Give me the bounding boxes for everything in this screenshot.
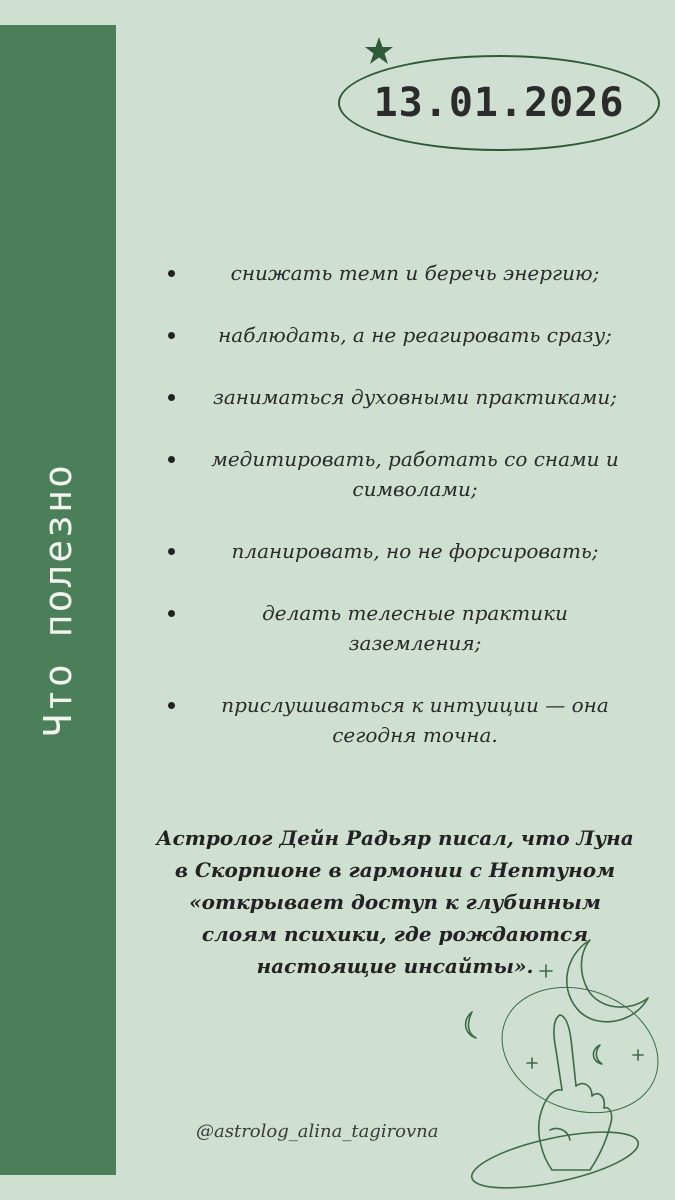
- list-item-text: планировать, но не форсировать;: [231, 539, 599, 563]
- list-item: [160, 444, 630, 504]
- list-item-text: делать телесные практики заземления;: [262, 601, 568, 655]
- author-handle: @astrolog_alina_tagirovna: [196, 1121, 439, 1142]
- list-item: [160, 258, 630, 288]
- hand-moon-illustration: [440, 930, 670, 1190]
- list-item-text: медитировать, работать со снами и символами;: [211, 447, 619, 501]
- list-item: [160, 382, 630, 412]
- list-item: [160, 690, 630, 750]
- tips-list: [160, 258, 630, 782]
- bullet: [168, 332, 175, 339]
- list-item: [160, 320, 630, 350]
- date-text: 13.01.2026: [373, 80, 625, 126]
- bullet: [168, 702, 175, 709]
- list-item-text: наблюдать, а не реагировать сразу;: [218, 323, 612, 347]
- bullet: [168, 394, 175, 401]
- bullet: [168, 610, 175, 617]
- list-item: [160, 536, 630, 566]
- list-item-text: заниматься духовными практиками;: [212, 385, 618, 409]
- bullet: [168, 270, 175, 277]
- date-badge: [338, 55, 660, 151]
- quote-text: Астролог Дейн Радьяр писал, что Луна в Скорпионе в гармонии с Нептуном «открывает доступ к глубинным слоям психики, где рождаются настоящие инсайты».: [156, 826, 634, 978]
- list-item: [160, 598, 630, 658]
- list-item-text: снижать темп и беречь энергию;: [230, 261, 600, 285]
- side-title: Что полезно: [36, 463, 80, 737]
- list-item-text: прислушиваться к интуиции — она сегодня точна.: [221, 693, 609, 747]
- bullet: [168, 548, 175, 555]
- bullet: [168, 456, 175, 463]
